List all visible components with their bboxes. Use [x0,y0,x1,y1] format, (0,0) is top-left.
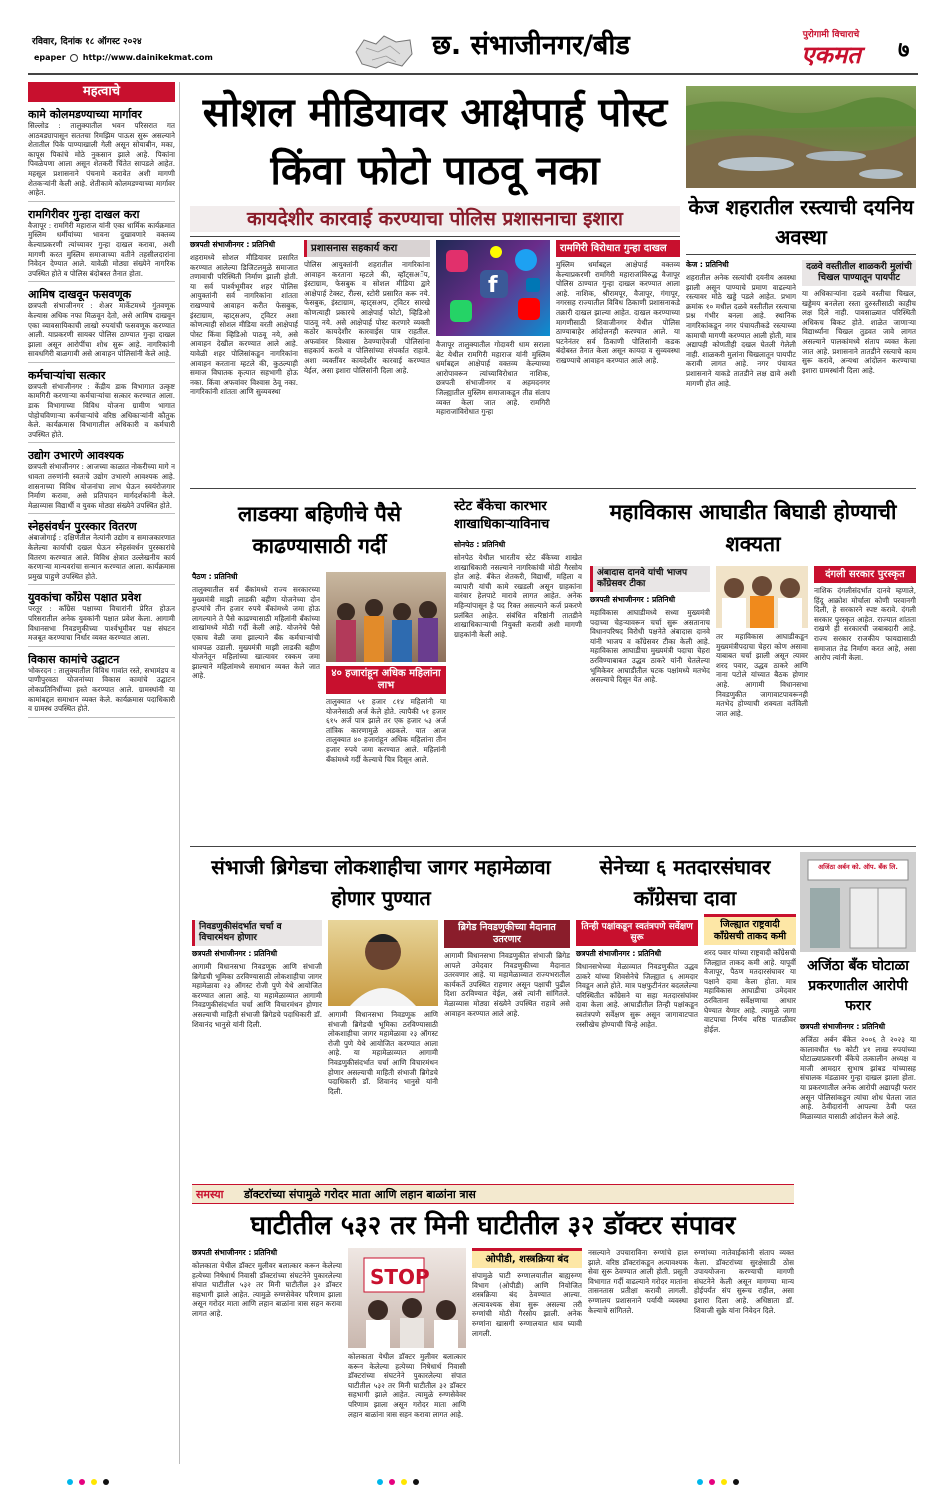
brand-logo [776,30,886,70]
sidebar-item-headline: कामे कोलमडण्याच्या मार्गावर [28,108,142,121]
brigade-box2-title: ब्रिगेड निवडणुकीच्या मैदानात उतरणार [444,920,570,948]
lead-body-2: पोलिस आयुक्तांनी शहरातील नागरिकांना आवाहन करताना म्हटले की, व्हॉट्सअॅप, इंस्टाग्राम, फेसबुक व सोशल मीडिया द्वारे आक्षेपार्ह टेक्स्ट, रील्स, स्टोरी प्रसारित करू नये. फेसबुक, इंस्टाग्राम, व्हाट्सअप, ट्विटर सारखे कोणत्याही प्रकारचे आक्षेपार्ह फोटो, व्हिडिओ पाठवू नये. असे आक्षेपार्ह पोस्ट करणारे व्यक्ती कठोर कायदेशीर कारवाईस पात्र राहतील. अफवांवर विश्वास ठेवण्याऐवजी पोलिसांना सहकार्य करावे व पोलिसांच्या संपर्कात राहावे. अशा व्यक्तींवर कायदेशीर कारवाई करण्यात येईल, असा इशारा पोलिसांनी दिला आहे. [304,260,430,375]
brigade-headline: संभाजी ब्रिगेडचा लोकशाहीचा जागर महामेळावा होणार पुण्यात [211,855,551,910]
statebank-col [454,540,582,840]
sidebar-item-body: अंबाजोगाई : दक्षिणेतील नेत्यांनी उद्योग व समाजकारणात केलेल्या कार्याची दखल घेऊन स्नेहसंवर्धन पुरस्कारांचे वितरण करण्यात आले. विविध क्षेत्रात उल्लेखनीय कार्य करणाऱ्या मान्यवरांचा सन्मान करण्यात आला. कार्यक्रमास प्रमुख पाहुणे उपस्थित होते. [28,533,175,581]
sidebar-item-headline: कर्मचाऱ्यांचा सत्कार [28,368,106,382]
doctors-headline: घाटीतील ५३२ तर मिनी घाटीतील ३२ डॉक्टर संपावर [250,1211,736,1241]
problem-strip [192,1184,794,1204]
kej-col1 [686,260,796,482]
ladki-box-title: ४० हजारांहून अधिक महिलांना लाभ [326,666,446,694]
epaper-link[interactable] [34,53,213,62]
doctors-body-3: नसल्याने उपचाराविना रुग्णांचे हाल झाले. वरिष्ठ डॉक्टरांकडून अत्यावश्यक सेवा सुरू ठेवण्यात आली होती. प्रसूती विभागात गर्दी वाढल्याने गरोदर मातांना तासनतास प्रतीक्षा करावी लागली. रुग्णालय प्रशासनाने पर्यायी व्यवस्था केल्याचे सांगितले. [588,1248,688,1315]
svg-text:f: f [488,273,498,298]
sidebar-item-body: छत्रपती संभाजीनगर : शेअर मार्केटमध्ये गुंतवणूक केल्यास अधिक नफा मिळवून देतो, असे आमिष दाखवून एका व्यावसायिकाची लाखो रुपयांची फसवणूक करण्यात आली. याप्रकरणी सायबर पोलिस ठाण्यात गुन्हा दाखल झाला असून आरोपींचा शोध सुरू आहे. नागरिकांनी सावधगिरी बाळगावी असे आवाहन पोलिसांनी केले आहे. [28,301,175,359]
statebank-headline: स्टेट बँकेचा कारभार शाखाधिकाऱ्याविनाच [454,499,550,532]
sidebar-list [28,108,175,718]
ajintha-headline: अजिंठा बँक घोटाळा प्रकरणातील आरोपी फरार [807,958,909,1014]
sidebar-item [28,653,175,718]
brand-tagline: पुरोगामी विचाराचे [802,30,860,40]
svg-text:STOP: STOP [370,1265,430,1289]
print-color-bar [60,1474,890,1488]
ladki-headline: लाडक्या बहिणीचे पैसे काढण्यासाठी गर्दी [237,502,402,558]
sena-headline: सेनेच्या ६ मतदारसंघावर काँग्रेसचा दावा [599,855,771,910]
ajintha-col [800,1022,916,1442]
ladki-box-body: तालुक्यात ५१ हजार ८१४ महिलांनी या योजनेसाठी अर्ज केले होते. त्यापैकी ५१ हजार ६१५ अर्ज पात्र झाले तर एक हजार ५३ अर्ज तांत्रिक कारणामुळे अडकले. यात आज तालुक्यात ४० हजारांहून अधिक महिलांना तीन हजार रुपये जमा करण्यात आले. महिलांनी बँकांमध्ये गर्दी केल्याचे चित्र दिसून आले. [326,697,446,764]
mva-headline: महाविकास आघाडीत बिघाडी होण्याची शक्यता [609,500,897,556]
mva-col3 [814,566,916,840]
problem-strip-text: डॉक्टरांच्या संपामुळे गरोदर माता आणि लहान बाळांना त्रास [244,1188,476,1201]
section-title: छ. संभाजीनगर/बीड [432,30,630,61]
epaper-label: epaper [34,53,66,62]
ajintha-bank-photo [800,852,916,952]
sidebar-item-body: वैजापूर : रामगिरी महाराज यांनी एका धार्मिक कार्यक्रमात मुस्लिम धर्मीयांच्या भावना दुखावणारे वक्तव्य केल्याप्रकरणी त्यांच्यावर गुन्हा दाखल करावा, अशी मागणी करत मुस्लिम समाजाच्या वतीने तहसीलदारांना निवेदन देण्यात आले. यावेळी मोठ्या संख्येने नागरिक उपस्थित होते व पोलिस बंदोबस्त तैनात होता. [28,220,175,278]
ajintha-body: अजिंठा अर्बन बँकेत २००६ ते २०२३ या कालावधीत ९७ कोटी ४१ लाख रुपयांच्या घोटाळ्याप्रकरणी बँकेचे तत्कालीन अध्यक्ष व माजी आमदार सुभाष झांबड यांच्यासह संचालक मंडळावर गुन्हा दाखल झाला होता. या प्रकरणातील अनेक आरोपी अद्यापही फरार असून पोलिसांकडून त्यांचा शोध घेतला जात आहे. ठेवीदारांनी आपल्या ठेवी परत मिळाव्यात यासाठी आंदोलन केले आहे. [800,1035,916,1121]
brigade-dateline: छत्रपती संभाजीनगर : प्रतिनिधी [192,949,278,958]
sidebar-item [28,288,175,363]
mva-dateline: छत्रपती संभाजीनगर : प्रतिनिधी [590,595,676,604]
row1-rule [190,488,916,489]
ladki-box [326,666,446,840]
mva-box-title: अंबादास दानवे यांची भाजप काँग्रेसवर टीका [590,566,710,592]
statebank-dateline: सोनपेठ : प्रतिनिधी [454,540,506,549]
sena-box2-title: जिल्ह्यात राष्ट्रवादी काँग्रेसची ताकद कमी [704,914,796,945]
sidebar-item [28,208,175,283]
sidebar-item-headline: रामगिरीवर गुन्हा दाखल करा [28,207,140,221]
sidebar-item [28,520,175,585]
sidebar-item [28,591,175,646]
sidebar-item-body: छत्रपती संभाजीनगर : केंद्रीय डाक विभागात उत्कृष्ट कामगिरी करणाऱ्या कर्मचाऱ्यांचा सत्कार करण्यात आला. डाक विभागाच्या विविध योजना ग्रामीण भागात पोहोचविणाऱ्या कर्मचाऱ्यांचे वरिष्ठ अधिकाऱ्यांनी कौतुक केले. कार्यक्रमास विभागातील अधिकारी व कर्मचारी उपस्थित होते. [28,381,175,439]
mva-box2-body: नाशिक दंगलीसंदर्भात दानवे म्हणाले, हिंदू आक्रोश मोर्चाला कोणी परवानगी दिली, हे सरकारने स्पष्ट करावे. दंगली सरकार पुरस्कृत आहेत. राज्यात शांतता राखणे ही सरकारची जबाबदारी आहे. राज्य सरकार राजकीय फायद्यासाठी समाजात तेढ निर्माण करत आहे, असा आरोप त्यांनी केला. [814,586,916,663]
kej-box-body: या अधिकाऱ्यांना दळवे वस्तीचा चिखल, खड्डेमय बनलेला रस्ता दुरुस्तीसाठी काहीच लक्ष दिले नाही. पावसाळ्यात परिस्थिती अधिकच बिकट होते. शाळेत जाणाऱ्या विद्यार्थ्यांना चिखल तुडवत जावे लागत असल्याने पालकांमध्ये संताप व्यक्त केला जात आहे. प्रशासनाने तातडीने रस्त्याचे काम सुरू करावे, अन्यथा आंदोलन करण्याचा इशारा ग्रामस्थांनी दिला आहे. [802,289,916,375]
lead-subhead: कायदेशीर कारवाई करण्याचा पोलिस प्रशासनाचा इशारा [190,206,680,232]
kej-rule [686,254,916,255]
doctors-body-2: कोलकाता येथील डॉक्टर मुलीवर बलात्कार करून केलेल्या हत्येच्या निषेधार्थ निवासी डॉक्टरांच्या संघटनेने पुकारलेल्या संपात घाटीतील ५३२ तर मिनी घाटीतील ३२ डॉक्टर सहभागी झाले आहेत. त्यामुळे रुग्णसेवेवर परिणाम झाला असून गरोदर माता आणि लहान बाळांना त्रास सहन करावा लागत आहे. [348,1352,466,1419]
ajintha-dateline: छत्रपती संभाजीनगर : प्रतिनिधी [800,1022,886,1031]
page-number: ७ [898,38,910,63]
sidebar-item [28,449,175,514]
brigade-body: आगामी विधानसभा निवडणूक आणि संभाजी ब्रिगेडची भूमिका ठरविण्यासाठी लोकशाहीचा जागर महामेळावा २३ ऑगस्ट रोजी पुणे येथे आयोजित करण्यात आला आहे. या महामेळाव्यात आगामी निवडणुकीसंदर्भात चर्चा आणि विचारमंथन होणार असल्याची माहिती संभाजी ब्रिगेडचे पदाधिकारी डॉ. शिवानंद भानुसे यांनी दिली. [192,962,322,1029]
region-map-icon [352,32,416,72]
doctors-box-title: ओपीडी, शस्त्रक्रिया बंद [472,1248,582,1268]
brigade-body-2: आगामी विधानसभा निवडणूक आणि संभाजी ब्रिगेडची भूमिका ठरविण्यासाठी लोकशाहीचा जागर महामेळावा २३ ऑगस्ट रोजी पुणे येथे आयोजित करण्यात आला आहे. या महामेळाव्यात आगामी निवडणुकीसंदर्भात चर्चा आणि विचारमंथन होणार असल्याची माहिती संभाजी ब्रिगेडचे पदाधिकारी डॉ. शिवानंद भानुसे यांनी दिली. [328,1010,438,1096]
doctors-dateline: छत्रपती संभाजीनगर : प्रतिनिधी [192,1248,278,1257]
ladki-body: तालुक्यातील सर्व बँकांमध्ये राज्य सरकारच्या मुख्यमंत्री माझी लाडकी बहीण योजनेच्या दोन हप्त्यांचे तीन हजार रुपये बँकांमध्ये जमा होऊ लागल्याने ते पैसे काढण्यासाठी महिलांनी बँकांच्या शाखांमध्ये मोठी गर्दी केली आहे. योजनेचे पैसे एकाच वेळी जमा झाल्याने बँक कर्मचाऱ्यांची धावपळ उडाली. मुख्यमंत्री माझी लाडकी बहीण योजनेतून महिलांच्या खात्यावर रक्कम जमा झाल्याने महिलांमध्ये समाधान व्यक्त केले जात आहे. [192,585,320,681]
sidebar-item-body: छत्रपती संभाजीनगर : आजच्या काळात नोकरीच्या मागे न धावता तरुणांनी स्वतःचे उद्योग उभारणे आवश्यक आहे. शासनाच्या विविध योजनांचा लाभ घेऊन स्वयंरोजगार निर्माण करावा, असे प्रतिपादन मार्गदर्शकांनी केले. मेळाव्यास विद्यार्थी व युवक मोठ्या संख्येने उपस्थित होते. [28,462,175,510]
brigade-box-title: निवडणुकीसंदर्भात चर्चा व विचारमंथन होणार [192,920,322,946]
sena-col2 [704,914,796,1178]
sidebar-item-headline: उद्योग उभारणे आवश्यक [28,449,124,463]
brigade-col1 [192,920,322,1178]
kej-col2 [802,260,916,482]
sidebar-item-headline: विकास कामांचे उद्घाटन [28,652,120,666]
doctors-body-1: कोलकाता येथील डॉक्टर मुलीवर बलात्कार करून केलेल्या हत्येच्या निषेधार्थ निवासी डॉक्टरांच्या संघटनेने पुकारलेल्या संपात घाटीतील ५३२ तर मिनी घाटीतील ३२ डॉक्टर सहभागी झाले आहेत. त्यामुळे रुग्णसेवेवर परिणाम झाला असून गरोदर माता आणि लहान बाळांना त्रास सहन करावा लागत आहे. [192,1261,342,1318]
sidebar-item-body: भोकरदन : तालुक्यातील विविध गावांत रस्ते, सभामंडप व पाणीपुरवठा योजनांच्या विकास कामांचे उद्घाटन लोकप्रतिनिधींच्या हस्ते करण्यात आले. ग्रामस्थांनी या कामांबद्दल समाधान व्यक्त केले. कार्यक्रमास पदाधिकारी व ग्रामस्थ उपस्थित होते. [28,665,175,714]
lead-col1 [190,240,298,483]
ajintha-signboard-text: अजिंठा अर्बन को. ऑप. बँक लि. [818,863,898,871]
sena-body: विधानसभेच्या मेळाव्यात निवडणुकीत उद्धव ठाकरे यांच्या शिवसेनेचे जिल्ह्यात ६ आमदार निवडून आले होते. मात्र पक्षफुटीनंतर बदललेल्या परिस्थितीत काँग्रेसने या सहा मतदारसंघांवर दावा केला आहे. आघाडीतील तिन्ही पक्षांकडून स्वतंत्रपणे सर्वेक्षण सुरू असून जागावाटपात रस्सीखेच होण्याची चिन्हे आहेत. [576,962,698,1029]
kej-body: शहरातील अनेक रस्त्यांची दयनीय अवस्था झाली असून पाण्याचे प्रमाण वाढल्याने रस्त्यावर मोठे खड्डे पडले आहेत. प्रभाग क्रमांक १० मधील दळवे वस्तीतील रस्त्याचा प्रश्न गंभीर बनला आहे. स्थानिक नागरिकांकडून नगर पंचायतीकडे रस्त्याच्या कामाची मागणी करण्यात आली होती, मात्र अद्यापही कोणतीही दखल घेतली गेलेली नाही. शाळकरी मुलांना चिखलातून पायपीट करावी लागत आहे. नगर पंचायत प्रशासनाने याकडे तातडीने लक्ष द्यावे अशी मागणी होत आहे. [686,273,796,388]
leaders-photo [716,566,808,628]
doctors-col3 [472,1248,582,1460]
sena-col1 [576,920,698,1178]
brigade-col3 [444,920,570,1178]
lead-dateline: छत्रपती संभाजीनगर : प्रतिनिधी [190,240,276,249]
masthead-date: रविवार, दिनांक १८ ऑगस्ट २०२४ [32,37,142,47]
sidebar-item-headline: आमिष दाखवून फसवणूक [28,288,132,302]
sidebar-item-body: परतूर : काँग्रेस पक्षाच्या विचारांनी प्रेरित होऊन परिसरातील अनेक युवकांनी पक्षात प्रवेश केला. आगामी विधानसभा निवडणुकीच्या पार्श्वभूमीवर पक्ष संघटन मजबूत करण्याचा निर्धार व्यक्त करण्यात आला. [28,604,175,643]
lead-body-1: शहरामध्ये सोशल मीडियावर प्रसारित करण्यात आलेल्या डिजिटलमुळे समाजात तणावाची परिस्थिती निर्माण झाली होती. या सर्व पार्श्वभूमीवर शहर पोलिस आयुक्तांनी सर्व नागरिकांना शांतता राखण्याचे आवाहन करीत फेसबुक, इंस्टाग्राम, व्हाट्सअप, ट्विटर अशा कोणत्याही सोशल मीडिया वरती आक्षेपार्ह पोस्ट किंवा व्हिडिओ पाठवू नये, असे आवाहन देखील करण्यात आले आहे. यावेळी शहर पोलिसांकडून नागरिकांना आवाहन करताना म्हटले की, कुठल्याही समाज विघातक कृत्यात सहभागी होऊ नका. किंवा अफवांवर विश्वास ठेवू नका. नागरिकांनी शांतता आणि सुव्यवस्था [190,253,298,397]
sidebar-item [28,369,175,444]
lead-headline: सोशल मीडियावर आक्षेपार्ह पोस्ट किंवा फोटो पाठवू नका [202,90,668,194]
brigade-box2-body: आगामी विधानसभा निवडणुकीत संभाजी ब्रिगेड आपले उमेदवार निवडणुकीच्या मैदानात उतरवणार आहे. या महामेळाव्यात राज्यभरातील कार्यकर्ते उपस्थित राहणार असून पक्षाची पुढील दिशा ठरविण्यात येईल, असे त्यांनी सांगितले. मेळाव्यास मोठ्या संख्येने उपस्थित राहावे असे आवाहन करण्यात आले आहे. [444,951,570,1018]
sena-dateline: छत्रपती संभाजीनगर : प्रतिनिधी [576,949,662,958]
lead-box-title: प्रशासनास सहकार्य करा [304,240,430,257]
bank-queue-photo [326,572,446,662]
mva-col1 [590,566,710,840]
sidebar-item-headline: युवकांचा काँग्रेस पक्षात प्रवेश [28,591,142,605]
sidebar-column [28,82,180,1464]
protest-photo [348,1248,466,1348]
doctors-body-4: रुग्णांच्या नातेवाईकांनी संताप व्यक्त केला. डॉक्टरांच्या सुरक्षेसाठी ठोस उपाययोजना करण्याची मागणी संघटनेने केली असून मागण्या मान्य होईपर्यंत संप सुरूच राहील, असा इशारा दिला आहे. अधिष्ठाता डॉ. शिवाजी सुक्रे यांना निवेदन दिले. [694,1248,794,1315]
lead-col4 [556,240,680,483]
statebank-body: सोनपेठ येथील भारतीय स्टेट बँकेच्या शाखेत शाखाधिकारी नसल्याने नागरिकांची मोठी गैरसोय होत आहे. बँकेत शेतकरी, विद्यार्थी, महिला व व्यापारी यांची कामे रखडली असून ग्राहकांना वारंवार हेलपाटे मारावे लागत आहेत. अनेक महिन्यांपासून हे पद रिक्त असल्याने कर्ज प्रकरणे प्रलंबित आहेत. संबंधित वरिष्ठांनी तातडीने शाखाधिकाऱ्याची नियुक्ती करावी अशी मागणी ग्राहकांनी केली आहे. [454,553,582,639]
kej-box-title: दळवे वस्तीतील शाळकरी मुलांची चिखल पाण्यातून पायपीट [802,260,916,286]
kej-dateline: केज : प्रतिनिधी [686,260,729,269]
lead-col2 [304,240,430,483]
kej-road-photo [686,86,916,188]
sena-box-title: तिन्ही पक्षांकडून स्वतंत्रपणे सर्वेक्षण सुरू [576,920,698,946]
masthead-rule [28,73,918,75]
doctors-box-body: संपामुळे घाटी रुग्णालयातील बाह्यरुग्ण विभाग (ओपीडी) आणि नियोजित शस्त्रक्रिया बंद ठेवण्यात आल्या. अत्यावश्यक सेवा सुरू असल्या तरी रुग्णांची मोठी गैरसोय झाली. अनेक रुग्णांना खासगी रुग्णालयात धाव घ्यावी लागली. [472,1271,582,1338]
lead-body-3: वैजापूर तालुक्यातील गोदावरी धाम सराला बेट येथील रामगिरी महाराज यांनी मुस्लिम धर्माबद्दल आक्षेपार्ह वक्तव्य केल्याच्या आरोपावरून त्यांच्याविरोधात नाशिक, छत्रपती संभाजीनगर व अहमदनगर जिल्ह्यातील मुस्लिम समाजाकडून तीव्र संताप व्यक्त केला जात आहे. रामगिरी महाराजांविरोधात गुन्हा [436,340,550,417]
sidebar-title: महत्वाचे [28,82,175,102]
sidebar-item [28,108,175,202]
mva-body-2: तर महाविकास आघाडीकडून मुख्यमंत्रीपदाचा चेहरा कोण असावा याबाबत चर्चा झाली असून त्यावर शरद पवार, उद्धव ठाकरे आणि नाना पटोले यांच्यात बैठक होणार आहे. आगामी विधानसभा निवडणुकीत जागावाटपावरूनही मतभेद होण्याची शक्यता वर्तविली जात आहे. [716,632,808,718]
lead-body-4: मुस्लिम धर्माबद्दल आक्षेपार्ह वक्तव्य केल्याप्रकरणी रामगिरी महाराजांविरुद्ध वैजापूर पोलिस ठाण्यात गुन्हा दाखल करण्यात आला आहे. नाशिक, श्रीरामपूर, वैजापूर, गंगापूर, नगरसह राज्यातील विविध ठिकाणी प्रशासनाकडे तक्रारी दाखल झाल्या आहेत. दाखल करण्याच्या मागणीसाठी शिवाजीनगर येथील पोलिस ठाण्याबाहेर आंदोलनही करण्यात आले. या घटनेनंतर सर्व ठिकाणी पोलिसांनी कडक बंदोबस्त तैनात केला असून कायदा व सुव्यवस्था राखण्याचे आवाहन करण्यात आले आहे. [556,260,680,365]
mva-body: महाविकास आघाडीमध्ये सध्या मुख्यमंत्री पदाच्या चेहऱ्यावरून चर्चा सुरू असतानाच विधानपरिषद विरोधी पक्षनेते अंबादास दानवे यांनी भाजप व काँग्रेसवर टीका केली आहे. महाविकास आघाडीचा मुख्यमंत्री पदाचा चेहरा ठरविण्याबाबत उद्धव ठाकरे यांनी घेतलेल्या भूमिकेवर आघाडीतील घटक पक्षांमध्ये मतभेद असल्याचे दिसून येत आहे. [590,608,710,685]
sena-box2-body: शरद पवार यांच्या राष्ट्रवादी काँग्रेसची जिल्ह्यात ताकद कमी आहे. यापूर्वी वैजापूर, पैठण मतदारसंघावर या पक्षाने दावा केला होता. मात्र महाविकास आघाडीचा उमेदवार ठरविताना सर्वेक्षणाचा आधार घेण्यात येणार आहे. त्यामुळे जागा वाटपाचा निर्णय वरिष्ठ पातळीवर होईल. [704,948,796,1034]
ramgiri-box-title: रामगिरी विरोधात गुन्हा दाखल [556,240,680,257]
lead-rule [190,236,680,237]
problem-strip-label: समस्या [196,1188,224,1201]
speaker-photo [328,920,438,1006]
social-media-photo [436,240,550,336]
brand-name: एकमत [801,41,861,69]
row2-rule [190,846,916,847]
globe-icon [70,54,78,62]
ladki-dateline: पैठण : प्रतिनिधी [192,572,238,581]
ladki-col1 [192,572,320,840]
sidebar-item-headline: स्नेहसंवर्धन पुरस्कार वितरण [28,520,137,534]
kej-headline: केज शहरातील रस्त्याची दयनिय अवस्था [688,195,914,249]
masthead [0,0,945,70]
mva-box2-title: दंगली सरकार पुरस्कृत [814,566,916,583]
sidebar-item-body: सिल्लोड : तालुक्यातील भवन परिसरात गत आठवड्यापासून सततचा रिमझिम पाऊस सुरू असल्याने शेतातील पिके पाण्याखाली गेली असून सोयाबीन, मका, कापूस पिकांचे मोठे नुकसान झाले आहे. पिकांना पिवळेपणा आला असून शेतकरी चिंतेत सापडले आहेत. महसूल प्रशासनाने पंचनामे करावेत अशी मागणी शेतकऱ्यांनी केली आहे. शेतीकामे कोलमडण्याच्या मार्गावर आहेत. [28,121,175,198]
epaper-url[interactable]: http://www.dainikekmat.com [82,53,213,62]
doctors-col1 [192,1248,342,1460]
